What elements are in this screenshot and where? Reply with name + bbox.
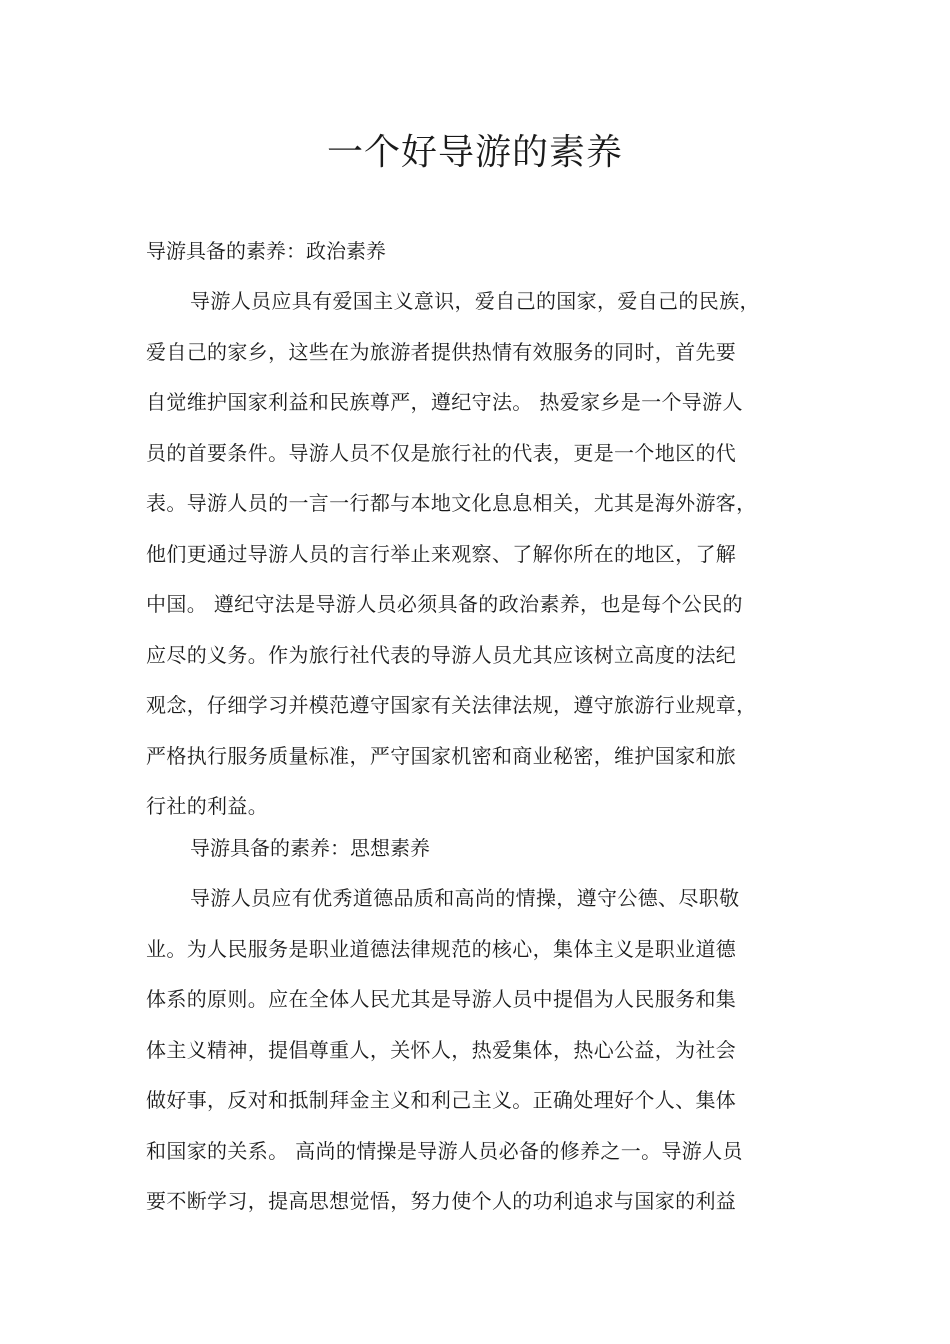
paragraph-line: 导游人员应具有爱国主义意识，爱自己的国家，爱自己的民族，: [190, 289, 760, 313]
paragraph-line: 体系的原则。应在全体人民尤其是导游人员中提倡为人民服务和集: [146, 987, 737, 1011]
paragraph-political: [146, 286, 826, 842]
document-title: 一个好导游的素养: [326, 132, 623, 173]
paragraph-line: 和国家的关系。 高尚的情操是导游人员必备的修养之一。导游人员: [146, 1138, 743, 1163]
section-heading-ideological: 导游具备的素养：思想素养: [190, 836, 430, 860]
paragraph-ideological: [146, 883, 826, 1237]
paragraph-line: 导游人员应有优秀道德品质和高尚的情操，遵守公德、尽职敬: [190, 886, 740, 910]
paragraph-line: 中国。 遵纪守法是导游人员必须具备的政治素养，也是每个公民的: [146, 592, 743, 616]
paragraph-line: 自觉维护国家利益和民族尊严，遵纪守法。 热爱家乡是一个导游人: [146, 390, 743, 414]
paragraph-line: 严格执行服务质量标准，严守国家机密和商业秘密，维护国家和旅: [146, 743, 737, 768]
paragraph-line: 行社的利益。: [146, 794, 269, 818]
paragraph-line: 体主义精神，提倡尊重人，关怀人，热爱集体，热心公益，为社会: [146, 1037, 737, 1062]
paragraph-line: 他们更通过导游人员的言行举止来观察、了解你所在的地区，了解: [146, 541, 737, 566]
paragraph-line: 观念，仔细学习并模范遵守国家有关法律法规，遵守旅游行业规章，: [146, 693, 757, 717]
paragraph-line: 业。为人民服务是职业道德法律规范的核心，集体主义是职业道德: [146, 936, 737, 961]
paragraph-line: 爱自己的家乡，这些在为旅游者提供热情有效服务的同时，首先要: [146, 339, 737, 364]
section-heading-political: 导游具备的素养：政治素养: [146, 239, 386, 263]
paragraph-line: 要不断学习，提高思想觉悟，努力使个人的功利追求与国家的利益: [146, 1189, 737, 1213]
paragraph-line: 员的首要条件。导游人员不仅是旅行社的代表，更是一个地区的代: [146, 440, 737, 465]
paragraph-line: 表。导游人员的一言一行都与本地文化息息相关，尤其是海外游客，: [146, 491, 757, 515]
paragraph-line: 应尽的义务。作为旅行社代表的导游人员尤其应该树立高度的法纪: [146, 642, 737, 667]
paragraph-line: 做好事，反对和抵制拜金主义和利己主义。正确处理好个人、集体: [146, 1088, 737, 1112]
